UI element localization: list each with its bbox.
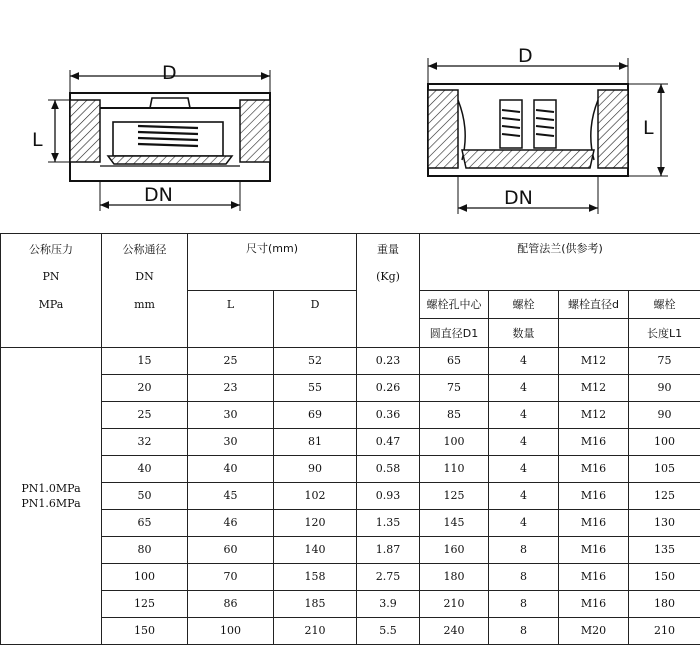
cell-l1: 210 (629, 617, 700, 644)
cell-dn: 25 (102, 401, 188, 428)
table-row (1, 617, 700, 644)
cell-l1: 100 (629, 428, 700, 455)
size-header: 尺寸(mm) (188, 234, 357, 291)
cell-dn: 125 (102, 590, 188, 617)
pressure-unit: MPa (1, 290, 102, 318)
cell-weight: 2.75 (357, 563, 420, 590)
cell-l: 30 (188, 401, 274, 428)
cell-d1: 110 (420, 455, 489, 482)
cell-d: 69 (274, 401, 357, 428)
bolt-dia-header: 螺栓直径d (559, 290, 629, 318)
cell-l1: 105 (629, 455, 700, 482)
cell-weight: 0.93 (357, 482, 420, 509)
right-d-label: D (518, 45, 533, 67)
cell-dn: 40 (102, 455, 188, 482)
header-row-4 (1, 318, 700, 347)
cell-bolt: M12 (559, 347, 629, 374)
cell-l1: 90 (629, 374, 700, 401)
table-row (1, 482, 700, 509)
bolt-len-subheader: 长度L1 (629, 318, 700, 347)
header-row-3 (1, 290, 700, 318)
cell-l1: 75 (629, 347, 700, 374)
pressure-symbol: PN (1, 263, 102, 290)
cell-dn: 100 (102, 563, 188, 590)
cell-l: 25 (188, 347, 274, 374)
cell-bolt: M16 (559, 590, 629, 617)
bolt-qty-subheader: 数量 (489, 318, 559, 347)
cell-qty: 8 (489, 563, 559, 590)
header-row-1 (1, 234, 700, 264)
cell-dn: 32 (102, 428, 188, 455)
cell-l1: 180 (629, 590, 700, 617)
pressure-rating-2: PN1.6MPa (21, 496, 81, 510)
cell-bolt: M16 (559, 482, 629, 509)
size-d-header: D (274, 290, 357, 318)
cell-l: 100 (188, 617, 274, 644)
cell-d: 102 (274, 482, 357, 509)
cell-weight: 0.23 (357, 347, 420, 374)
cell-d1: 145 (420, 509, 489, 536)
cell-d1: 160 (420, 536, 489, 563)
table-row (1, 374, 700, 401)
cell-l1: 90 (629, 401, 700, 428)
weight-unit: (Kg) (357, 263, 420, 290)
cell-l: 30 (188, 428, 274, 455)
table-row (1, 347, 700, 374)
pressure-header: 公称压力 (1, 234, 102, 264)
left-valve-section (32, 62, 270, 211)
cell-weight: 0.36 (357, 401, 420, 428)
right-dn-label: DN (504, 187, 533, 209)
cell-d1: 210 (420, 590, 489, 617)
cell-qty: 4 (489, 347, 559, 374)
cell-qty: 4 (489, 455, 559, 482)
cell-bolt: M16 (559, 455, 629, 482)
cell-l1: 150 (629, 563, 700, 590)
cell-qty: 4 (489, 482, 559, 509)
cell-qty: 4 (489, 428, 559, 455)
cell-dn: 80 (102, 536, 188, 563)
cell-dn: 150 (102, 617, 188, 644)
cell-dn: 50 (102, 482, 188, 509)
cell-d1: 75 (420, 374, 489, 401)
cell-d1: 125 (420, 482, 489, 509)
cell-d: 81 (274, 428, 357, 455)
cell-d1: 85 (420, 401, 489, 428)
weight-header: 重量 (357, 234, 420, 264)
cell-l: 60 (188, 536, 274, 563)
cell-qty: 8 (489, 617, 559, 644)
bolt-len-header: 螺栓 (629, 290, 700, 318)
table-row (1, 536, 700, 563)
cell-weight: 0.26 (357, 374, 420, 401)
cell-d: 210 (274, 617, 357, 644)
cell-bolt: M12 (559, 374, 629, 401)
cell-bolt: M20 (559, 617, 629, 644)
cell-l1: 130 (629, 509, 700, 536)
cell-d: 52 (274, 347, 357, 374)
cell-l: 86 (188, 590, 274, 617)
cell-d: 185 (274, 590, 357, 617)
cell-bolt: M16 (559, 536, 629, 563)
valve-drawings (0, 0, 700, 233)
cell-weight: 1.35 (357, 509, 420, 536)
cell-weight: 0.47 (357, 428, 420, 455)
cell-bolt: M16 (559, 509, 629, 536)
cell-l1: 135 (629, 536, 700, 563)
cell-d: 158 (274, 563, 357, 590)
cell-d1: 100 (420, 428, 489, 455)
cell-dn: 65 (102, 509, 188, 536)
cell-d1: 240 (420, 617, 489, 644)
cell-d: 140 (274, 536, 357, 563)
table-row (1, 428, 700, 455)
cell-l: 45 (188, 482, 274, 509)
cell-dn: 20 (102, 374, 188, 401)
table-row (1, 590, 700, 617)
bolt-circle-header: 螺栓孔中心 (420, 290, 489, 318)
cell-bolt: M16 (559, 428, 629, 455)
left-d-label: D (162, 62, 177, 84)
cell-d: 90 (274, 455, 357, 482)
pressure-rating-1: PN1.0MPa (21, 481, 81, 495)
cell-qty: 4 (489, 401, 559, 428)
dn-header: 公称通径 (102, 234, 188, 264)
cell-dn: 15 (102, 347, 188, 374)
right-valve-section (428, 45, 668, 214)
table-row (1, 563, 700, 590)
cell-l: 23 (188, 374, 274, 401)
dn-unit: mm (102, 290, 188, 318)
dn-symbol: DN (102, 263, 188, 290)
flange-header: 配管法兰(供参考) (420, 234, 700, 291)
cell-d1: 180 (420, 563, 489, 590)
cell-weight: 3.9 (357, 590, 420, 617)
cell-d1: 65 (420, 347, 489, 374)
left-dn-label: DN (144, 184, 173, 206)
cell-qty: 4 (489, 509, 559, 536)
cell-qty: 8 (489, 536, 559, 563)
cell-weight: 5.5 (357, 617, 420, 644)
table-row (1, 401, 700, 428)
spec-table (0, 233, 700, 645)
bolt-qty-header: 螺栓 (489, 290, 559, 318)
cell-l1: 125 (629, 482, 700, 509)
cell-bolt: M16 (559, 563, 629, 590)
cell-weight: 0.58 (357, 455, 420, 482)
cell-bolt: M12 (559, 401, 629, 428)
cell-d: 55 (274, 374, 357, 401)
cell-l: 46 (188, 509, 274, 536)
cell-l: 70 (188, 563, 274, 590)
bolt-circle-subheader: 圆直径D1 (420, 318, 489, 347)
cell-qty: 4 (489, 374, 559, 401)
cell-l: 40 (188, 455, 274, 482)
cell-weight: 1.87 (357, 536, 420, 563)
cell-qty: 8 (489, 590, 559, 617)
size-l-header: L (188, 290, 274, 318)
cell-d: 120 (274, 509, 357, 536)
table-row (1, 455, 700, 482)
pressure-rating-cell (1, 347, 102, 644)
right-l-label: L (643, 117, 654, 139)
left-l-label: L (32, 129, 43, 151)
table-row (1, 509, 700, 536)
